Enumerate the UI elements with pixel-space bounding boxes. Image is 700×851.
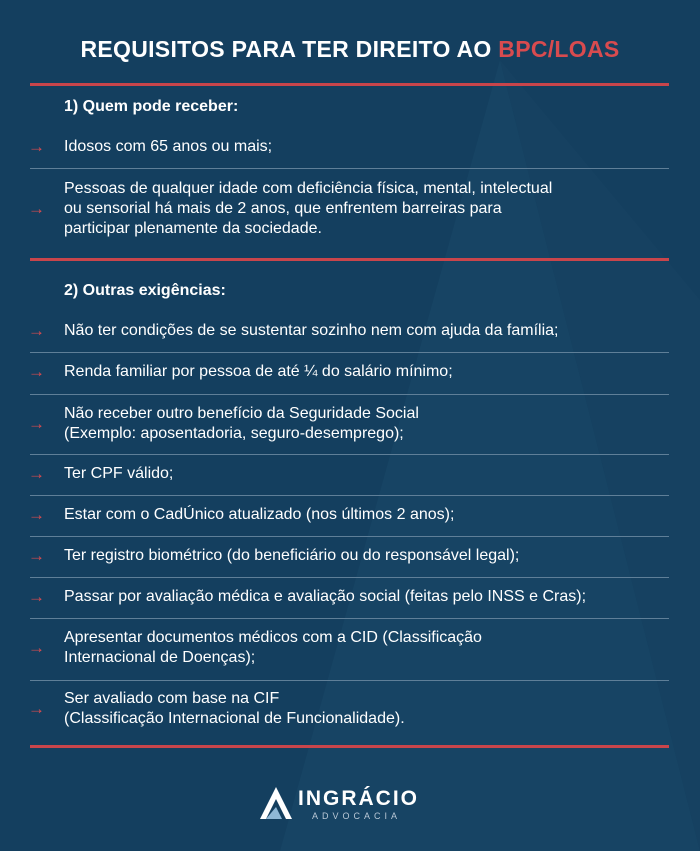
divider: [30, 577, 669, 578]
brand-logo: [258, 783, 458, 823]
logo-name: INGRÁCIO: [298, 787, 419, 810]
logo-triangle-icon: [258, 785, 294, 821]
list-item: [28, 136, 673, 158]
divider: [30, 618, 669, 619]
divider: [30, 352, 669, 353]
arrow-right-icon: →: [28, 546, 45, 565]
arrow-right-icon: →: [28, 587, 45, 606]
list-item: [28, 504, 673, 526]
divider-red: [30, 745, 669, 748]
list-item-text: Apresentar documentos médicos com a CID (Classificação Internacional de Doenças);: [64, 629, 482, 666]
divider: [30, 536, 669, 537]
list-item-text: Não ter condições de se sustentar sozinho nem com ajuda da família;: [64, 322, 559, 339]
title-main: REQUISITOS PARA TER DIREITO AO: [80, 36, 499, 62]
list-item: [28, 688, 673, 730]
arrow-right-icon: →: [28, 699, 45, 718]
arrow-right-icon: →: [28, 464, 45, 483]
arrow-right-icon: →: [28, 414, 45, 433]
divider-red: [30, 258, 669, 261]
title-accent: BPC/LOAS: [498, 36, 620, 62]
list-item-text: Pessoas de qualquer idade com deficiência física, mental, intelectual ou sensorial há mais de 2 anos, que enfrentem barreiras para participar plenamente da sociedade.: [64, 180, 553, 237]
list-item-text: Passar por avaliação médica e avaliação social (feitas pelo INSS e Cras);: [64, 588, 587, 605]
list-item: [28, 545, 673, 567]
divider: [30, 495, 669, 496]
list-item-text: Estar com o CadÚnico atualizado (nos últimos 2 anos);: [64, 506, 455, 523]
logo-subtitle: ADVOCACIA: [312, 811, 402, 821]
divider: [30, 454, 669, 455]
divider: [30, 680, 669, 681]
list-item-text: Idosos com 65 anos ou mais;: [64, 138, 273, 155]
list-item: [28, 361, 673, 383]
divider: [30, 168, 669, 169]
list-item-text: Ser avaliado com base na CIF (Classificação Internacional de Funcionalidade).: [64, 690, 405, 727]
arrow-right-icon: →: [28, 362, 45, 381]
arrow-right-icon: →: [28, 199, 45, 218]
section-title-who: 1) Quem pode receber:: [64, 98, 239, 115]
list-item: [28, 320, 673, 342]
divider-red: [30, 83, 669, 86]
list-item: [28, 627, 673, 669]
section-title-other: 2) Outras exigências:: [64, 282, 226, 299]
list-item-text: Renda familiar por pessoa de até ¼ do salário mínimo;: [64, 363, 453, 380]
list-item-text: Não receber outro benefício da Seguridade Social (Exemplo: aposentadoria, seguro-desemprego);: [64, 405, 419, 442]
arrow-right-icon: →: [28, 505, 45, 524]
list-item: [28, 586, 673, 608]
list-item: [28, 178, 673, 240]
list-item: [28, 403, 673, 445]
list-item-text: Ter registro biométrico (do beneficiário ou do responsável legal);: [64, 547, 520, 564]
arrow-right-icon: →: [28, 137, 45, 156]
list-item: [28, 463, 673, 485]
divider: [30, 394, 669, 395]
arrow-right-icon: →: [28, 638, 45, 657]
list-item-text: Ter CPF válido;: [64, 465, 174, 482]
page-title: [0, 36, 700, 63]
arrow-right-icon: →: [28, 321, 45, 340]
